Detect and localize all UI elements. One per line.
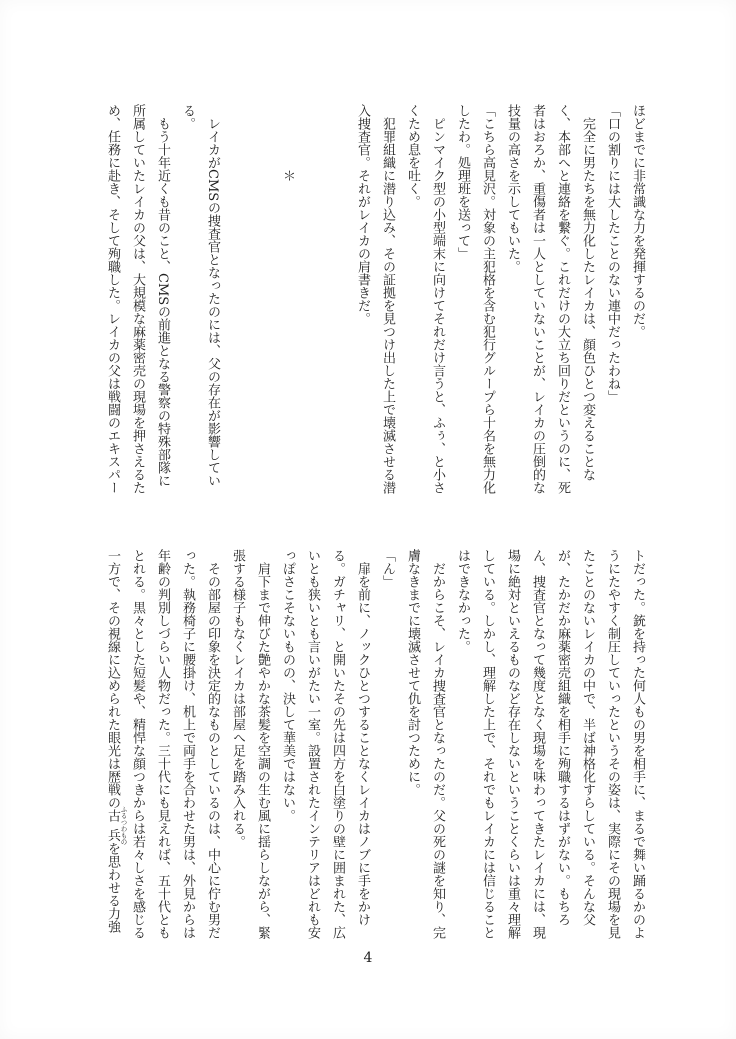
paragraph: トだった。銃を持った何人もの男を相手に、まるで舞い踊るかのようにたやすく制圧していったというその姿は、実際にその現場を見たことのないレイカの中で、半ば神格化すらしている。そんな父が、たかだか麻薬密売組織を相手に殉職するはずがない。もちろん、捜査官となって幾度となく現場を味わってきたレイカには、現場に絶対といえるものなど存在しないということくらいは重々理解している。しかし、理解した上で、それでもレイカには信じることはできなかった。 (455, 549, 645, 939)
paragraph: 完全に男たちを無力化したレイカは、顔色ひとつ変えることなく、本部へと連絡を繋ぐ。これだけの大立ち回りだというのに、死者はおろか、重傷者は一人としていないことが、レイカの圧倒的な技量の高さを示してもいた。 (505, 104, 595, 494)
paragraph: 犯罪組織に潜り込み、その証拠を見つけ出した上で壊滅させる潜入捜査官。それがレイカの肩書きだ。 (355, 104, 395, 494)
paragraph: ピンマイク型の小型端末に向けてそれだけ言うと、ふぅ、と小さくため息を吐く。 (405, 104, 445, 494)
paragraph: 「口の割りには大したことのない連中だったわね」 (605, 104, 620, 403)
bottom-text-block (100, 549, 650, 941)
paragraph: 肩下まで伸びた艶やかな茶髪を空調の生む風に揺らしながら、緊張する様子もなくレイカは部屋へ足を踏み入れる。 (230, 549, 270, 939)
paragraph: その部屋の印象を決定的なものとしているのは、中心に佇む男だった。執務椅子に腰掛け、机上で両手を合わせた男は、外見からは年齢の判別しづらい人物だった。三十代にも見えれば、五十代ともとれる。黒々とした短髪や、精悍な顔つきからは若々しさを感じる一方で、その視線に込められた眼光は歴戦の古兵 ふるつわものを思わせる力強 (105, 549, 220, 939)
paragraph: 「ん」 (380, 549, 395, 588)
section-separator: ＊ (280, 169, 295, 182)
furigana-ruby: 古兵 ふるつわもの (105, 806, 128, 845)
paragraph: だからこそ、レイカ捜査官となったのだ。父の死の謎を知り、完膚なきまでに壊滅させて仇を討つために。 (405, 549, 445, 939)
top-text-block (100, 104, 650, 496)
paragraph: 扉を前に、ノックひとつすることなくレイカはノブに手をかける。ガチャリ、と開いたその先は四方を白塗りの壁に囲まれた、広いとも狭いとも言いがたい一室。設置されたインテリアはどれも安っぽさこそないものの、決して華美ではない。 (280, 549, 370, 939)
paragraph: もう十年近くも昔のこと、CMSの前進となる警察の特殊部隊に所属していたレイカの父は、大規模な麻薬密売の現場を押さえるため、任務に赴き、そして殉職した。レイカの父は戦闘のエキスパー (105, 104, 170, 494)
paragraph: ほどまでに非常識な力を発揮するのだ。 (630, 104, 645, 338)
paragraph: 「こちら高見沢。対象の主犯格を含む犯行グループら十名を無力化したわ。処理班を送って」 (455, 104, 495, 494)
paragraph: レイカがCMSの捜査官となったのには、父の存在が影響している。 (180, 104, 220, 488)
page-number: 4 (363, 950, 373, 966)
